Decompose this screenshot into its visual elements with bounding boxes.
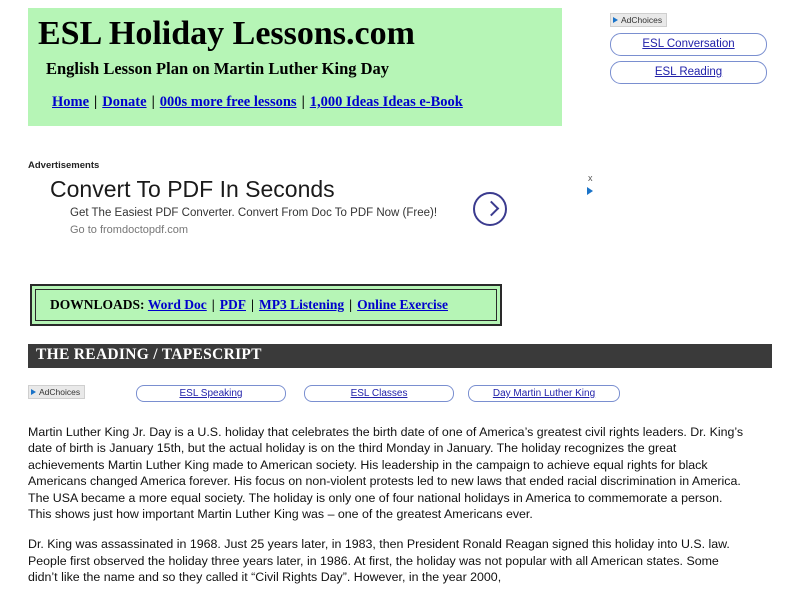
downloads-label: DOWNLOADS: (50, 297, 145, 312)
arrow-right-icon[interactable] (473, 192, 507, 226)
adchoices-label: AdChoices (39, 387, 81, 397)
page-title: ESL Holiday Lessons.com (38, 15, 415, 52)
nav-separator: | (94, 94, 98, 110)
nav-item-donate[interactable]: Donate (102, 94, 147, 110)
ad-headline: Convert To PDF In Seconds (50, 176, 335, 202)
nav-item-more-lessons[interactable]: 000s more free lessons (159, 94, 297, 110)
site-header (28, 8, 562, 126)
section-title: THE READING / TAPESCRIPT (36, 346, 262, 363)
nav-item-home[interactable]: Home (52, 94, 90, 110)
adchoices-badge[interactable] (610, 13, 667, 27)
download-link-pdf[interactable]: PDF (219, 297, 246, 312)
adchoices-label: AdChoices (621, 15, 663, 25)
play-triangle-icon (613, 17, 618, 23)
ad-button-esl-speaking[interactable]: ESL Speaking (136, 385, 286, 402)
ad-description: Get The Easiest PDF Converter. Convert From Doc To PDF Now (Free)! (70, 207, 438, 219)
inline-ad-row (28, 385, 772, 401)
close-icon[interactable]: x (588, 173, 593, 183)
ad-button-esl-conversation[interactable]: ESL Conversation (610, 33, 767, 56)
downloads-separator: | (211, 297, 215, 312)
ad-button-day-martin-luther-king[interactable]: Day Martin Luther King (468, 385, 620, 402)
downloads-separator: | (251, 297, 254, 312)
main-nav (52, 94, 552, 111)
pdf-converter-ad[interactable] (28, 172, 594, 242)
top-ad-block (610, 10, 780, 84)
ad-button-esl-reading[interactable]: ESL Reading (610, 61, 767, 84)
article-paragraph: Dr. King was assassinated in 1968. Just 25 years later, in 1983, then President Ronald Reagan signed this holiday into U.S. law. People first observed the holiday three years later, in 1986. At first, the holiday was not popular with all American states. Some didn’t like the name and so they called it “Civil Rights Day”. However, in the year 2000, (28, 537, 730, 585)
play-triangle-icon (31, 389, 36, 395)
nav-separator: | (301, 94, 305, 110)
downloads-box (30, 284, 502, 326)
download-link-mp3-listening[interactable]: MP3 Listening (258, 297, 345, 312)
ad-url: Go to fromdoctopdf.com (70, 224, 188, 236)
page-subtitle: English Lesson Plan on Martin Luther King Day (46, 59, 390, 78)
adchoices-triangle-icon[interactable] (587, 187, 593, 195)
download-link-online-exercise[interactable]: Online Exercise (357, 297, 448, 312)
article-body (28, 424, 748, 600)
downloads-inner (35, 289, 497, 321)
adchoices-badge[interactable] (28, 385, 85, 399)
nav-item-ideas-ebook[interactable]: 1,000 Ideas Ideas e-Book (309, 94, 463, 110)
article-paragraph: Martin Luther King Jr. Day is a U.S. holiday that celebrates the birth date of one of America’s greatest civil rights leaders. Dr. King’s date of birth is January 15th, but the actual holiday is on the third Monday in January. The holiday recognizes the great achievements Martin Luther King made to American society. His leadership in the campaign to achieve equal rights for black Americans changed America forever. His focus on non-violent protests led to new laws that ended racial discrimination in America. The USA became a more equal society. The holiday is only one of four national holidays in America to commemorate a person. This shows just how important Martin Luther King was – one of the greatest Americans ever. (28, 425, 744, 522)
advertisements-label: Advertisements (28, 160, 100, 171)
ad-button-esl-classes[interactable]: ESL Classes (304, 385, 454, 402)
nav-separator: | (151, 94, 155, 110)
downloads-separator: | (349, 297, 353, 312)
download-link-word-doc[interactable]: Word Doc (147, 297, 207, 312)
